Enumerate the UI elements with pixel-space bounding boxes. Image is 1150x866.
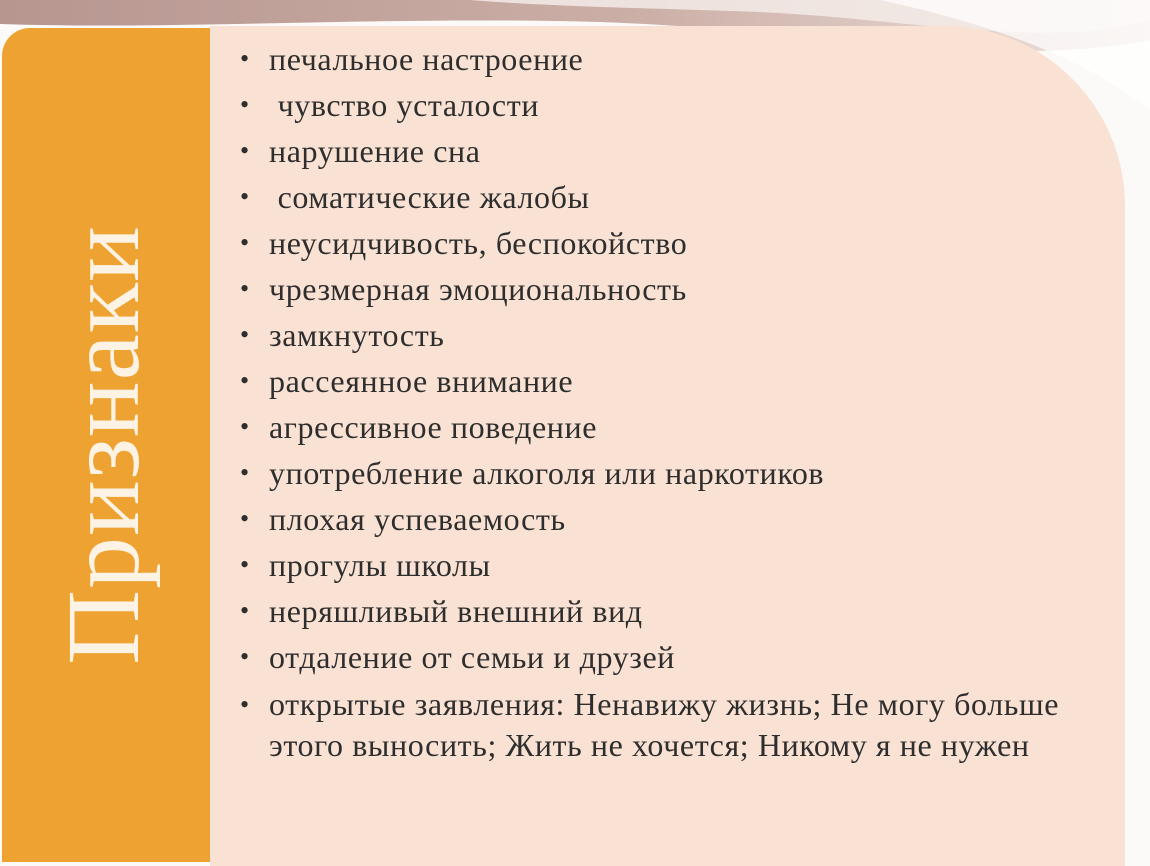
- list-item-text: соматические жалобы: [269, 179, 590, 215]
- list-item: [240, 404, 1090, 450]
- bullet-list: [240, 36, 1090, 766]
- list-item: [240, 36, 1090, 82]
- bullet-dot-icon: •: [240, 458, 250, 487]
- list-item: [240, 128, 1090, 174]
- list-item: [240, 174, 1090, 220]
- side-tab-title: Признаки: [46, 225, 161, 665]
- bullet-dot-icon: •: [240, 596, 250, 625]
- bullet-dot-icon: •: [240, 228, 250, 257]
- list-item-text: отдаление от семьи и друзей: [269, 639, 676, 675]
- list-item-text: рассеянное внимание: [269, 363, 574, 399]
- list-item-text: нарушение сна: [269, 133, 481, 169]
- bullet-dot-icon: •: [240, 274, 250, 303]
- bullet-dot-icon: •: [240, 136, 250, 165]
- list-item-text: чувство усталости: [269, 87, 540, 123]
- list-item-text: неряшливый внешний вид: [269, 593, 643, 629]
- bullet-dot-icon: •: [240, 90, 250, 119]
- list-item-text: чрезмерная эмоциональность: [269, 271, 687, 307]
- list-item-text: неусидчивость, беспокойство: [269, 225, 688, 261]
- list-item: [240, 542, 1090, 588]
- list-item-text: печальное настроение: [269, 41, 584, 77]
- list-item-text: прогулы школы: [269, 547, 491, 583]
- list-item: [240, 82, 1090, 128]
- bullet-dot-icon: •: [240, 44, 250, 73]
- list-item-text: замкнутость: [269, 317, 445, 353]
- list-item: [240, 588, 1090, 634]
- bullet-dot-icon: •: [240, 182, 250, 211]
- list-item: [240, 220, 1090, 266]
- bullet-dot-icon: •: [240, 642, 250, 671]
- bullet-dot-icon: •: [240, 412, 250, 441]
- list-item-text: плохая успеваемость: [269, 501, 566, 537]
- bullet-dot-icon: •: [240, 320, 250, 349]
- bullet-dot-icon: •: [240, 366, 250, 395]
- bullet-dot-icon: •: [240, 550, 250, 579]
- bullet-dot-icon: •: [240, 690, 250, 719]
- list-item: [240, 634, 1090, 680]
- list-item-text: открытые заявления: Ненавижу жизнь; Не могу больше этого выносить; Жить не хочется; Никому я не нужен: [269, 686, 1068, 763]
- list-item: [240, 450, 1090, 496]
- list-item-text: агрессивное поведение: [269, 409, 598, 445]
- list-item-text: употребление алкоголя или наркотиков: [269, 455, 825, 491]
- list-item: [240, 680, 1090, 766]
- list-item: [240, 312, 1090, 358]
- bullet-dot-icon: •: [240, 504, 250, 533]
- list-item: [240, 496, 1090, 542]
- list-item: [240, 266, 1090, 312]
- list-item: [240, 358, 1090, 404]
